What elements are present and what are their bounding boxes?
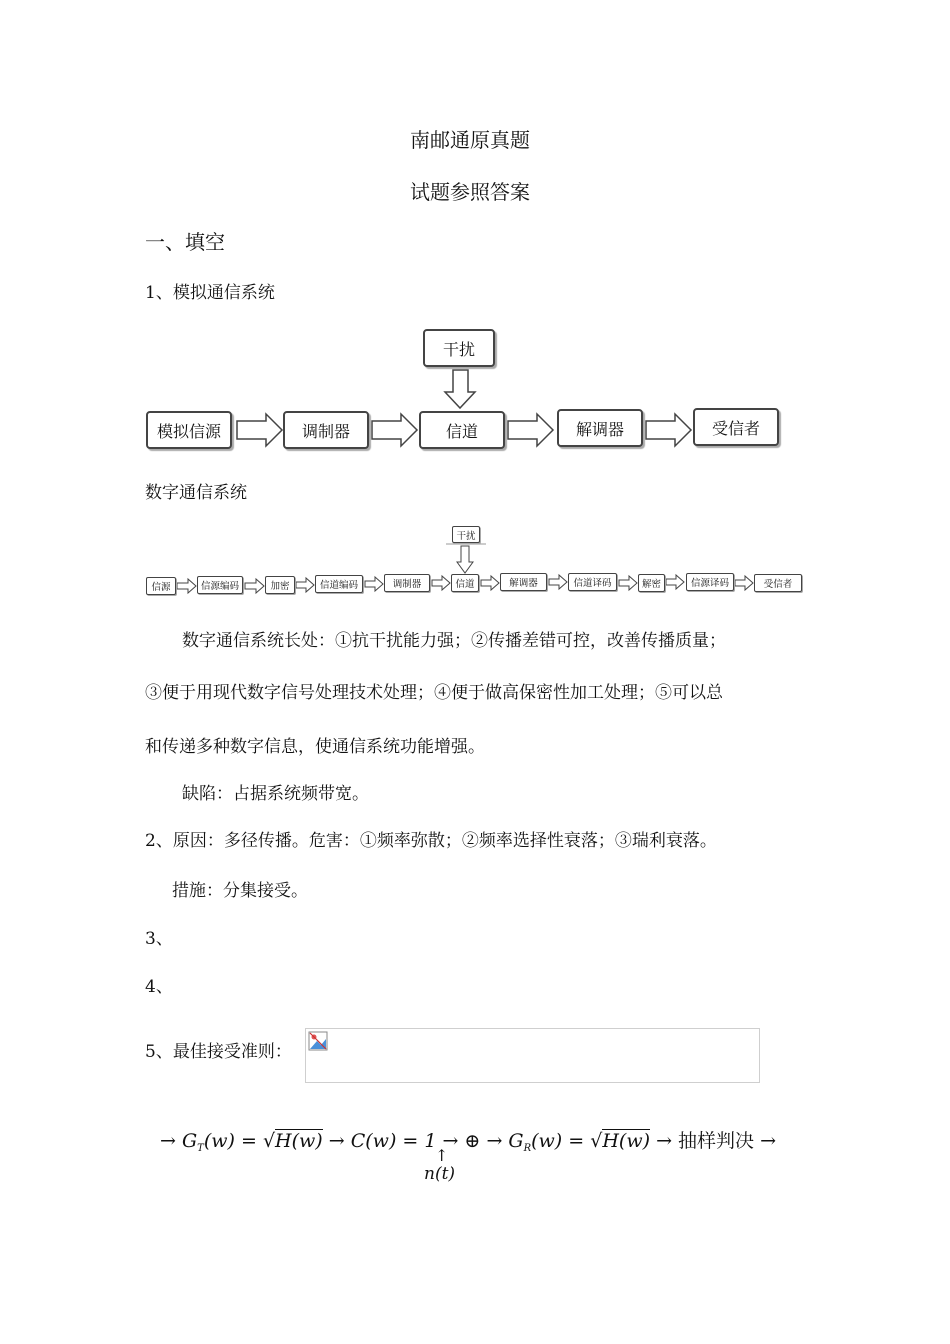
formula-arrow-3: → — [442, 1130, 459, 1152]
formula-gr-w: (w) — [531, 1130, 563, 1152]
formula-eq-1: = — [240, 1130, 257, 1152]
q3-label: 3、 — [145, 929, 173, 949]
formula-arrow-6: → — [760, 1130, 777, 1152]
digital-interference-block: 干扰 — [452, 526, 480, 543]
channel-block: 信道 — [419, 411, 505, 449]
formula-gr-sub: R — [523, 1143, 532, 1154]
formula-eq-2: = — [568, 1130, 585, 1152]
page-title: 南邮通原真题 — [410, 128, 530, 152]
interference-block: 干扰 — [423, 329, 495, 367]
formula-arrow-5: → — [656, 1130, 672, 1152]
noise-arrow: ↑ — [435, 1146, 449, 1165]
d-decryption-block: 解密 — [638, 574, 665, 592]
formula-gt-w: (w) — [203, 1130, 235, 1152]
advantages-line-1: 数字通信系统长处：①抗干扰能力强；②传播差错可控，改善传播质量； — [182, 631, 726, 651]
d-source-encoder-block: 信源编码 — [197, 576, 243, 594]
sqrt-sign-2: √ — [590, 1130, 603, 1152]
formula-decision: 抽样判决 — [678, 1130, 755, 1152]
formula-arrow-1: → — [160, 1130, 176, 1152]
optimal-receiver-formula — [160, 1126, 776, 1154]
disadvantage-text: 缺陷：占据系统频带宽。 — [182, 784, 369, 804]
q2-line-2: 措施：分集接受。 — [172, 881, 308, 901]
d-channel-decoder-block: 信道译码 — [568, 573, 617, 591]
demodulator-block: 解调器 — [557, 409, 643, 447]
analog-source-block: 模拟信源 — [146, 411, 232, 449]
d-channel-block: 信道 — [451, 574, 479, 592]
formula-gt-sub: T — [197, 1143, 204, 1154]
formula-h-1: H(w) — [275, 1130, 323, 1152]
d-demodulator-block: 解调器 — [500, 573, 547, 591]
d-encryption-block: 加密 — [265, 576, 295, 594]
formula-gt: G — [181, 1130, 198, 1152]
page-subtitle: 试题参照答案 — [410, 180, 530, 204]
noise-label — [424, 1164, 455, 1184]
q5-label: 5、最佳接受准则： — [145, 1042, 292, 1062]
digital-system-label: 数字通信系统 — [145, 483, 247, 503]
modulator-block: 调制器 — [283, 411, 369, 449]
d-source-block: 信源 — [146, 577, 176, 595]
formula-arrow-2: → — [328, 1130, 345, 1152]
sum-node-icon: ⊕ — [464, 1130, 481, 1152]
broken-image-icon — [308, 1031, 330, 1053]
advantages-line-3: 和传递多种数字信息，使通信系统功能增强。 — [145, 737, 485, 757]
formula-arrow-4: → — [486, 1130, 503, 1152]
noise-text: n(t) — [424, 1164, 456, 1184]
formula-gr: G — [508, 1130, 524, 1152]
d-channel-encoder-block: 信道编码 — [315, 575, 363, 593]
d-modulator-block: 调制器 — [384, 574, 430, 592]
broken-image-frame — [305, 1028, 760, 1083]
receiver-block: 受信者 — [693, 408, 779, 446]
formula-c: C(w) = 1 — [350, 1130, 437, 1152]
advantages-line-2: ③便于用现代数字信号处理技术处理；④便于做高保密性加工处理；⑤可以总 — [145, 683, 723, 703]
d-receiver-block: 受信者 — [754, 574, 802, 592]
d-source-decoder-block: 信源译码 — [686, 573, 734, 591]
sqrt-sign-1: √ — [262, 1130, 276, 1152]
q4-label: 4、 — [145, 977, 173, 997]
formula-h-2: H(w) — [602, 1130, 651, 1152]
q2-line-1: 2、原因：多径传播。危害：①频率弥散；②频率选择性衰落；③瑞利衰落。 — [145, 831, 717, 851]
section-heading: 一、填空 — [145, 230, 225, 254]
q1-label: 1、模拟通信系统 — [145, 283, 275, 303]
